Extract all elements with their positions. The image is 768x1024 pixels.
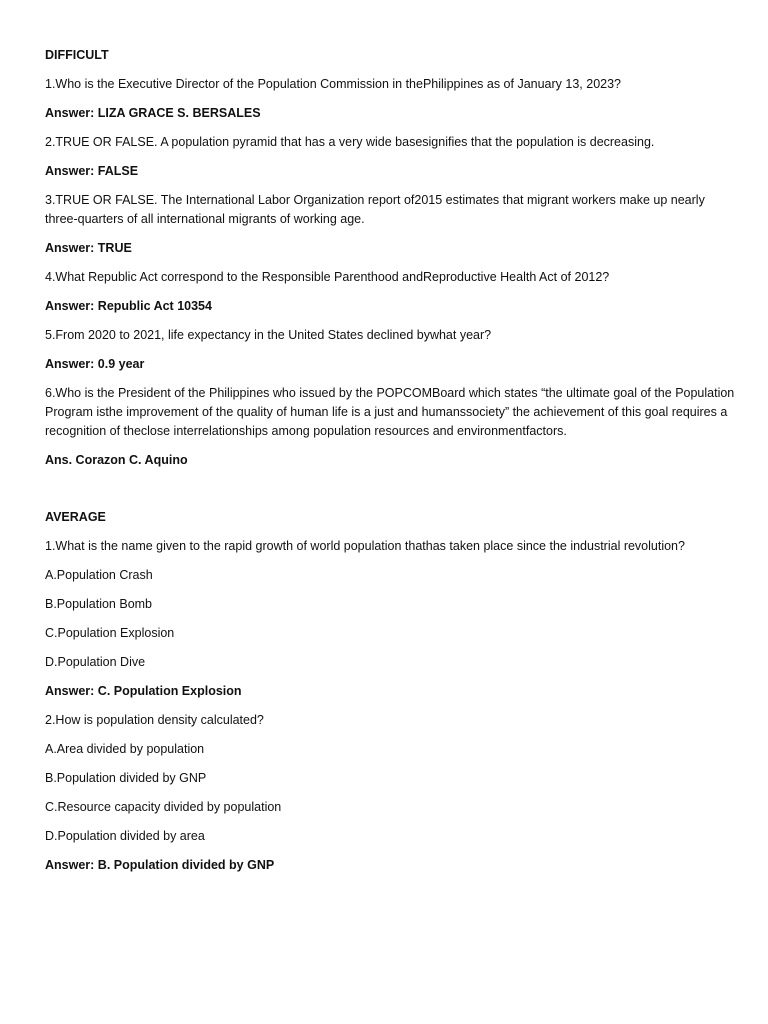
document-page [45, 46, 735, 885]
option-text: A.Population Crash [45, 568, 153, 582]
question-text: 1.Who is the Executive Director of the Population Commission in thePhilippines as of January 13, 2023? [45, 77, 622, 91]
question-text: 1.What is the name given to the rapid growth of world population thathas taken place since the industrial revolution? [45, 539, 685, 553]
answer-text: Answer: FALSE [45, 164, 139, 178]
option-text: D.Population Dive [45, 655, 146, 669]
option-text: B.Population Bomb [45, 597, 153, 611]
answer-text: Answer: LIZA GRACE S. BERSALES [45, 106, 261, 120]
question-text: 2.How is population density calculated? [45, 713, 264, 727]
answer-text: Answer: B. Population divided by GNP [45, 858, 275, 872]
section-heading-average: AVERAGE [45, 510, 106, 524]
option-text: C.Population Explosion [45, 626, 175, 640]
option-text: A.Area divided by population [45, 742, 205, 756]
option-text: D.Population divided by area [45, 829, 205, 843]
section-spacer [45, 480, 735, 508]
answer-text: Answer: Republic Act 10354 [45, 299, 212, 313]
answer-text: Ans. Corazon C. Aquino [45, 453, 188, 467]
option-text: C.Resource capacity divided by population [45, 800, 282, 814]
question-text: 6.Who is the President of the Philippines who issued by the POPCOMBoard which states “the ultimate goal of the Population Program isthe improvement of the quality of human life is a just and humanssociety” the achievement of this goal requires a recognition of theclose interrelationships among population resources and environmentfactors. [45, 386, 735, 438]
section-heading-difficult: DIFFICULT [45, 48, 109, 62]
question-text: 3.TRUE OR FALSE. The International Labor Organization report of2015 estimates that migrant workers make up nearly three-quarters of all international migrants of working age. [45, 193, 705, 226]
option-text: B.Population divided by GNP [45, 771, 207, 785]
question-text: 4.What Republic Act correspond to the Responsible Parenthood andReproductive Health Act of 2012? [45, 270, 610, 284]
answer-text: Answer: TRUE [45, 241, 132, 255]
question-text: 5.From 2020 to 2021, life expectancy in the United States declined bywhat year? [45, 328, 492, 342]
answer-text: Answer: 0.9 year [45, 357, 145, 371]
answer-text: Answer: C. Population Explosion [45, 684, 242, 698]
question-text: 2.TRUE OR FALSE. A population pyramid that has a very wide basesignifies that the population is decreasing. [45, 135, 655, 149]
